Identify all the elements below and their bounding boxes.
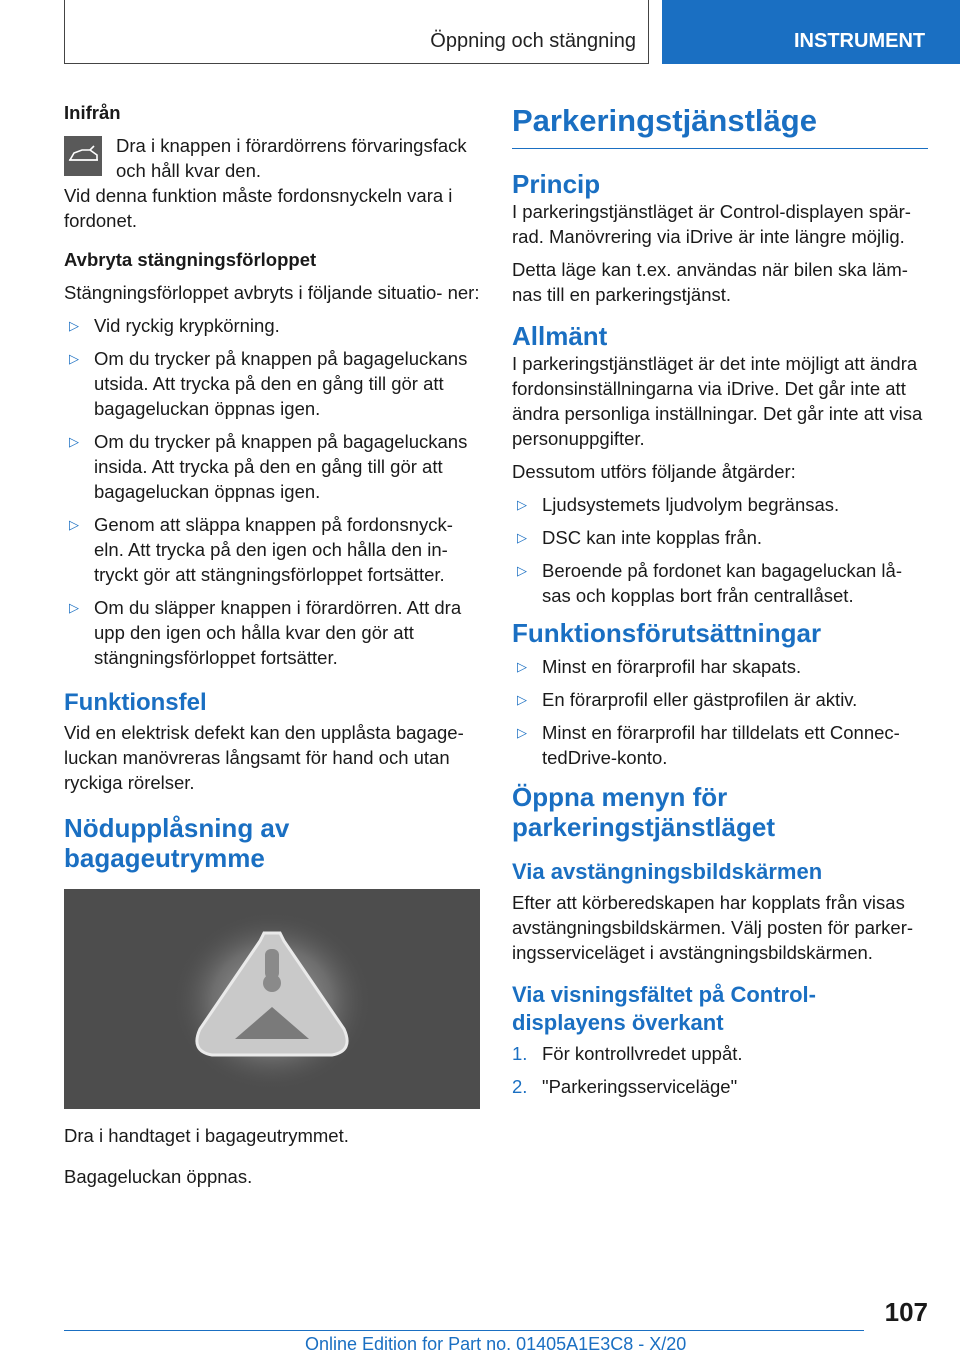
triangle-right-icon: ▷ [69,517,79,532]
car-trunk-icon [64,136,102,176]
principle-p1: I parkeringstjänstläget är Control-displayen spär- rad. Manövrering via iDrive är inte längre möjlig. [512,201,911,247]
triangle-right-icon: ▷ [517,563,527,578]
heading-emergency: Nödupplåsning av bagageutrymme [64,813,290,873]
triangle-right-icon: ▷ [69,318,79,333]
step-number: 2. [512,1076,528,1097]
note-key: Vid denna funktion måste fordonsnyckeln vara i fordonet. [64,185,453,231]
list-item: ▷ Om du släpper knappen i förardörren. Att dra upp den igen och hålla kvar den gör att stängningsförloppet fortsätter. [69,597,462,668]
list-item: 1. För kontrollvredet uppåt. [512,1043,743,1064]
list-item: ▷ Beroende på fordonet kan bagageluckan lå- sas och kopplas bort från centrallåset. [517,560,902,606]
heading-abort: Avbryta stängningsförloppet [64,249,317,270]
triangle-right-icon: ▷ [517,659,527,674]
list-item: ▷ DSC kan inte kopplas från. [517,527,763,548]
steps-list [512,1041,928,1099]
list-item: ▷ Vid ryckig krypkörning. [69,315,280,336]
list-item: 2. "Parkeringsserviceläge" [512,1076,738,1097]
heading-inifran: Inifrån [64,102,121,123]
list-item: ▷ Ljudsystemets ljudvolym begränsas. [517,494,840,515]
caption-opens: Bagageluckan öppnas. [64,1166,253,1187]
list-item: ▷ Genom att släppa knappen på fordonsnyck- eln. Att trycka på den igen och hålla den in- tryckt gör att stängningsförloppet fortsätter. [69,514,453,585]
heading-via-status: Via visningsfältet på Control- displayens överkant [512,982,816,1035]
trunk-handle-photo [64,889,480,1109]
list-item: ▷ Minst en förarprofil har tilldelats ett Connec- tedDrive-konto. [517,722,900,768]
heading-open-menu: Öppna menyn för parkeringstjänstläget [512,782,775,842]
triangle-right-icon: ▷ [517,725,527,740]
triangle-right-icon: ▷ [517,497,527,512]
general-p1: I parkeringstjänstläget är det inte möjligt att ändra fordonsinställningarna via iDrive. Det går inte att ändra personliga inställningar. Det går inte att visa personuppgifter. [512,353,923,449]
caption-pull: Dra i handtaget i bagageutrymmet. [64,1125,349,1146]
triangle-right-icon: ▷ [69,351,79,366]
step-number: 1. [512,1043,528,1064]
abort-list [64,313,480,670]
heading-fault: Funktionsfel [64,689,207,716]
section-title: Parkeringstjänstläge [512,102,928,149]
list-item: ▷ En förarprofil eller gästprofilen är aktiv. [517,689,858,710]
heading-general: Allmänt [512,321,608,351]
heading-via-off: Via avstängningsbildskärmen [512,859,823,884]
list-item: ▷ Minst en förarprofil har skapats. [517,656,802,677]
edition-text: Online Edition for Part no. 01405A1E3C8 - X/20 [305,1334,687,1354]
fault-text: Vid en elektrisk defekt kan den upplåsta bagage- luckan manövreras långsamt för hand och utan ryckiga rörelser. [64,722,464,793]
list-item: ▷ Om du trycker på knappen på bagageluckans insida. Att trycka på den en gång till gör att bagageluckan öppnas igen. [69,431,468,502]
triangle-right-icon: ▷ [517,692,527,707]
triangle-right-icon: ▷ [69,434,79,449]
chapter-title: Öppning och stängning [430,30,636,52]
step-text: Dra i knappen i förardörrens förvaringsfack och håll kvar den. [116,135,467,181]
list-item: ▷ Om du trycker på knappen på bagageluckans utsida. Att trycka på den en gång till gör att bagageluckan öppnas igen. [69,348,468,419]
requirements-list [512,654,928,770]
triangle-right-icon: ▷ [69,600,79,615]
section-tab[interactable]: INSTRUMENT [662,0,960,64]
principle-p2: Detta läge kan t.ex. användas när bilen ska läm- nas till en parkeringstjänst. [512,259,908,305]
heading-requirements: Funktionsförutsättningar [512,618,822,648]
right-column [512,100,928,1107]
general-list [512,492,928,608]
general-p2: Dessutom utförs följande åtgärder: [512,461,796,482]
via-off-text: Efter att körberedskapen har kopplats från visas avstängningsbildskärmen. Välj posten för parker- ingsserviceläget i avstängningsbildskärmen. [512,892,914,963]
left-column [64,100,480,1197]
page-number: 107 [884,1297,928,1327]
abort-intro: Stängningsförloppet avbryts i följande situatio- ner: [64,282,480,303]
footer-divider [64,1330,864,1331]
step-with-icon [64,133,480,183]
triangle-right-icon: ▷ [517,530,527,545]
heading-principle: Princip [512,169,601,199]
